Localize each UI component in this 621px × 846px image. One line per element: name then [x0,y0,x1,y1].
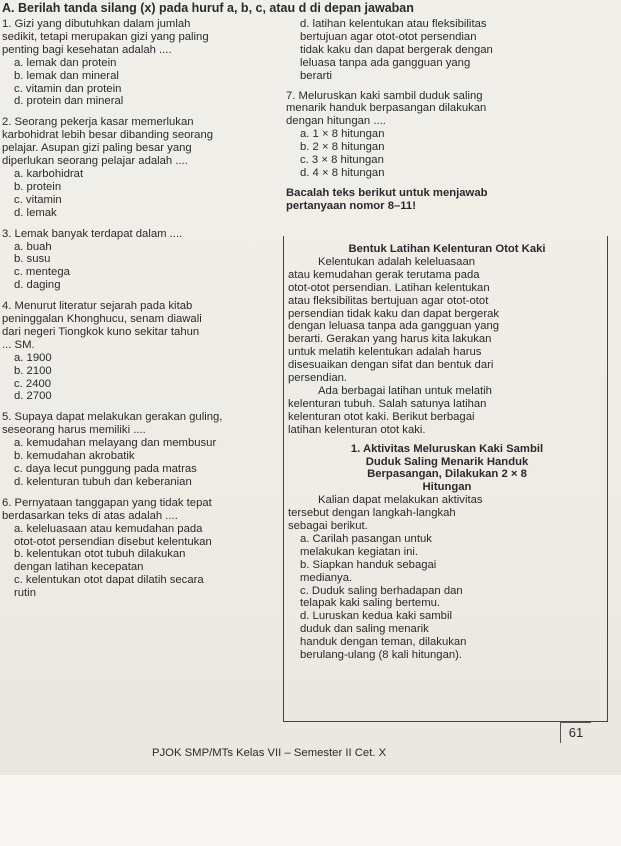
option: d. 4 × 8 hitungan [300,166,385,179]
option: a. buah [14,240,52,253]
question-1-text: 1. Gizi yang dibutuhkan dalam jumlah sedikit, tetapi merupakan gizi yang paling penting bagi kesehatan adalah .... [2,18,209,56]
option: c. vitamin [14,193,62,206]
question-2-text: 2. Seorang pekerja kasar memerlukan karbohidrat lebih besar dibanding seorang pelajar. Asupan gizi paling besar yang diperlukan seorang pelajar adalah .... [2,116,214,168]
reading-paragraph: Kelentukan adalah keleluasaan atau kemudahan gerak terutama pada otot-otot persendian. Latihan kelentukan atau fleksibilitas bertujuan agar otot-otot persendian tidak kaku dan dapat bergerak dengan leluasa tanpa ada gangguan yang berarti. Gerakan yang harus kita lakukan untuk melatih kelentukan adalah harus disesuaikan dengan sifat dan bentuk dari persendian. [288,255,500,385]
option: c. 3 × 8 hitungan [300,154,384,167]
section-instruction: A. Berilah tanda silang (x) pada huruf a, b, c, atau d di depan jawaban [2,1,414,15]
left-column [2,18,302,601]
option: c. daya lecut punggung pada matras [14,463,197,475]
option: b. kelentukan otot tubuh dilakukan dengan latihan kecepatan [14,548,186,574]
activity-step: a. Carilah pasangan untuk melakukan kegiatan ini. [300,532,432,558]
question-3-text: 3. Lemak banyak terdapat dalam .... [2,227,183,240]
option: c. kelentukan otot dapat dilatih secara rutin [14,574,204,600]
right-column [286,18,604,213]
question-6-option-d: d. latihan kelentukan atau fleksibilitas bertujuan agar otot-otot persendian tidak kaku dan dapat bergerak dengan leluasa tanpa ada gangguan yang berarti [300,18,493,82]
option: b. susu [14,253,51,266]
question-1 [2,18,302,108]
question-4-text: 4. Menurut literatur sejarah pada kitab peninggalan Khonghucu, senam diawali dari negeri Tiongkok kuno sekitar tahun ... SM. [2,300,202,351]
option: d. daging [14,279,61,292]
option: d. lemak [14,206,57,219]
reading-title: Bentuk Latihan Kelenturan Otot Kaki [348,243,546,255]
activity-step: c. Duduk saling berhadapan dan telapak kaki saling bertemu. [300,584,463,610]
page-footer: PJOK SMP/MTs Kelas VII – Semester II Cet. X [152,747,387,759]
reading-paragraph: Ada berbagai latihan untuk melatih kelenturan tubuh. Salah satunya latihan kelenturan otot kaki. Berikut berbagai latihan kelenturan otot kaki. [288,384,492,436]
option: d. kelenturan tubuh dan keberanian [14,475,192,488]
option: a. karbohidrat [14,167,84,180]
option: a. lemak dan protein [14,56,117,69]
option: b. kemudahan akrobatik [14,450,135,463]
option: c. 2400 [14,377,52,390]
activity-title: 1. Aktivitas Meluruskan Kaki Sambil Duduk Saling Menarik Handuk Berpasangan, Dilakukan 2 × 8 Hitungan [350,442,544,494]
background-surface [0,775,621,846]
option: a. 1900 [14,351,52,364]
reading-box-content [288,243,606,662]
question-6-text: 6. Pernyataan tanggapan yang tidak tepat berdasarkan teks di atas adalah .... [2,496,212,522]
option: a. kemudahan melayang dan membusur [14,437,217,450]
option: a. 1 × 8 hitungan [300,128,385,141]
page-number: 61 [560,722,591,743]
option: d. protein dan mineral [14,95,124,108]
option: c. mentega [14,266,70,279]
option: b. lemak dan mineral [14,69,119,82]
option: b. protein [14,180,62,193]
option: a. keleluasaan atau kemudahan pada otot-otot persendian disebut kelentukan [14,522,212,548]
question-5-text: 5. Supaya dapat melakukan gerakan guling, seseorang harus memiliki .... [2,411,223,437]
question-2 [2,116,302,219]
activity-step: b. Siapkan handuk sebagai medianya. [300,558,437,584]
option: b. 2 × 8 hitungan [300,141,385,154]
question-6 [2,497,302,600]
reading-prompt: Bacalah teks berikut untuk menjawab pertanyaan nomor 8–11! [286,186,488,212]
reading-paragraph: Kalian dapat melakukan aktivitas tersebut dengan langkah-langkah sebagai berikut. [288,494,483,533]
option: c. vitamin dan protein [14,82,122,95]
option: d. 2700 [14,390,52,403]
question-7-text: 7. Meluruskan kaki sambil duduk saling menarik handuk berpasangan dilakukan dengan hitungan .... [286,89,487,128]
activity-step: d. Luruskan kedua kaki sambil duduk dan saling menarik handuk dengan teman, dilakukan berulang-ulang (8 kali hitungan). [300,610,467,662]
option: b. 2100 [14,364,52,377]
question-3 [2,228,302,293]
question-4 [2,300,302,403]
question-5 [2,411,302,488]
